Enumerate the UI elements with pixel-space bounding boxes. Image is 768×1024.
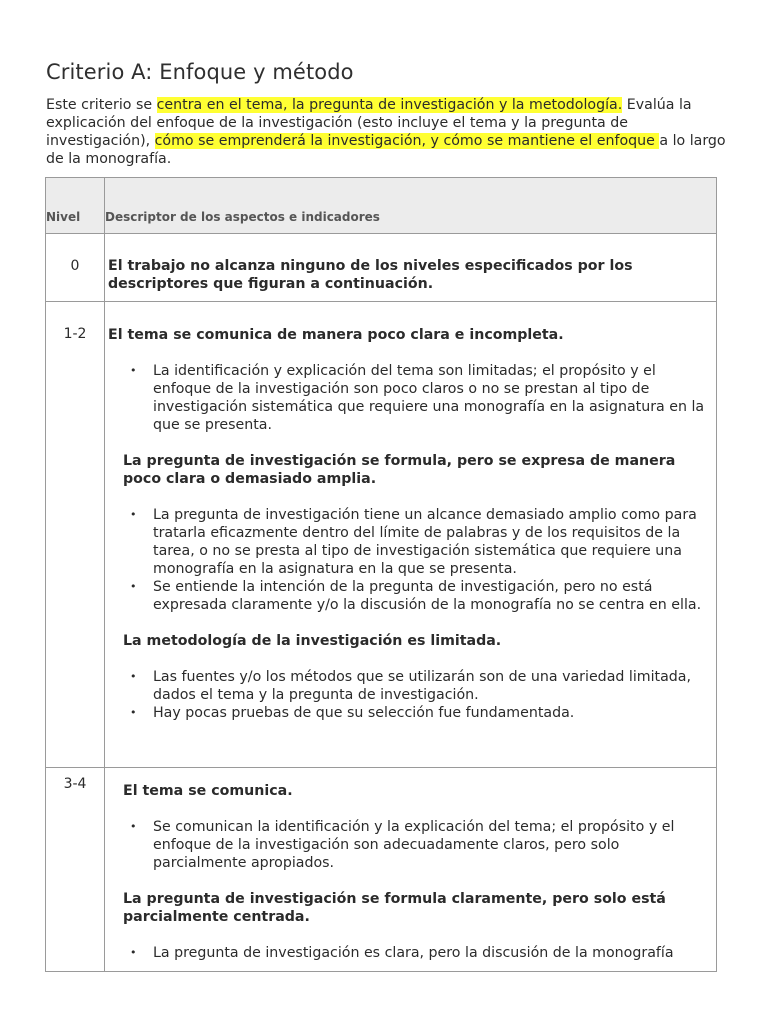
page-title: Criterio A: Enfoque y método xyxy=(46,60,354,84)
list-item: • Se comunican la identificación y la explicación del tema; el propósito y el enfoque de la investigación son adecuadamente claros, pero solo parcialmente apropiados. xyxy=(123,818,708,872)
list-item: • La pregunta de investigación es clara, pero la discusión de la monografía xyxy=(123,944,708,962)
bullet-list xyxy=(123,944,708,962)
level-cell: 3-4 xyxy=(46,768,105,972)
list-item: • La identificación y explicación del tema son limitadas; el propósito y el enfoque de la investigación son poco claros o no se prestan al tipo de investigación sistemática que requiere una monografía en la asignatura en la que se presenta. xyxy=(123,362,708,434)
bullet-list xyxy=(123,506,708,614)
section-heading: La pregunta de investigación se formula, pero se expresa de manera poco clara o demasiado amplia. xyxy=(123,453,676,487)
list-item: • Las fuentes y/o los métodos que se utilizarán son de una variedad limitada, dados el tema y la pregunta de investigación. xyxy=(123,668,708,704)
bullet-list xyxy=(123,362,708,434)
list-item: • La pregunta de investigación tiene un alcance demasiado amplio como para tratarla eficazmente dentro del límite de palabras y de los requisitos de la tarea, o no se presta al tipo de investigación sistemática que requiere una monografía en la asignatura en la que se presenta. xyxy=(123,506,708,578)
intro-highlight-2: cómo se emprenderá la investigación, y cómo se mantiene el enfoque xyxy=(154,133,660,149)
section-heading: La pregunta de investigación se formula claramente, pero solo está parcialmente centrada. xyxy=(123,891,666,925)
bullet-list xyxy=(123,818,708,872)
criteria-table xyxy=(45,177,717,972)
intro-paragraph xyxy=(46,96,726,168)
descriptor-cell xyxy=(105,302,717,768)
intro-highlight-1: centra en el tema, la pregunta de investigación y la metodología. xyxy=(156,97,623,113)
table-row-level-3-4 xyxy=(46,768,717,972)
bullet-list xyxy=(123,668,708,722)
section-heading: El tema se comunica de manera poco clara e incompleta. xyxy=(108,327,564,343)
header-level: Nivel xyxy=(46,178,105,234)
level-statement: El trabajo no alcanza ninguno de los niveles especificados por los descriptores que figuran a continuación. xyxy=(108,258,633,292)
section-heading: La metodología de la investigación es limitada. xyxy=(123,633,502,649)
intro-text-1: Este criterio se xyxy=(46,97,157,113)
level-cell: 1-2 xyxy=(46,302,105,768)
table-row-level-0 xyxy=(46,234,717,302)
section-heading: El tema se comunica. xyxy=(123,783,293,799)
descriptor-cell xyxy=(105,768,717,972)
table-header-row xyxy=(46,178,717,234)
list-item: • Se entiende la intención de la pregunta de investigación, pero no está expresada claramente y/o la discusión de la monografía no se centra en ella. xyxy=(123,578,708,614)
descriptor-cell xyxy=(105,234,717,302)
intro-text-2: Evalúa la explicación del enfoque de la investigación (esto incluye el tema y la pregunta de investigación), xyxy=(46,97,692,149)
table-row-level-1-2 xyxy=(46,302,717,768)
level-cell: 0 xyxy=(46,234,105,302)
header-descriptor: Descriptor de los aspectos e indicadores xyxy=(105,178,717,234)
list-item: • Hay pocas pruebas de que su selección fue fundamentada. xyxy=(123,704,708,722)
intro-text-3: a lo largo de la monografía. xyxy=(46,133,726,167)
